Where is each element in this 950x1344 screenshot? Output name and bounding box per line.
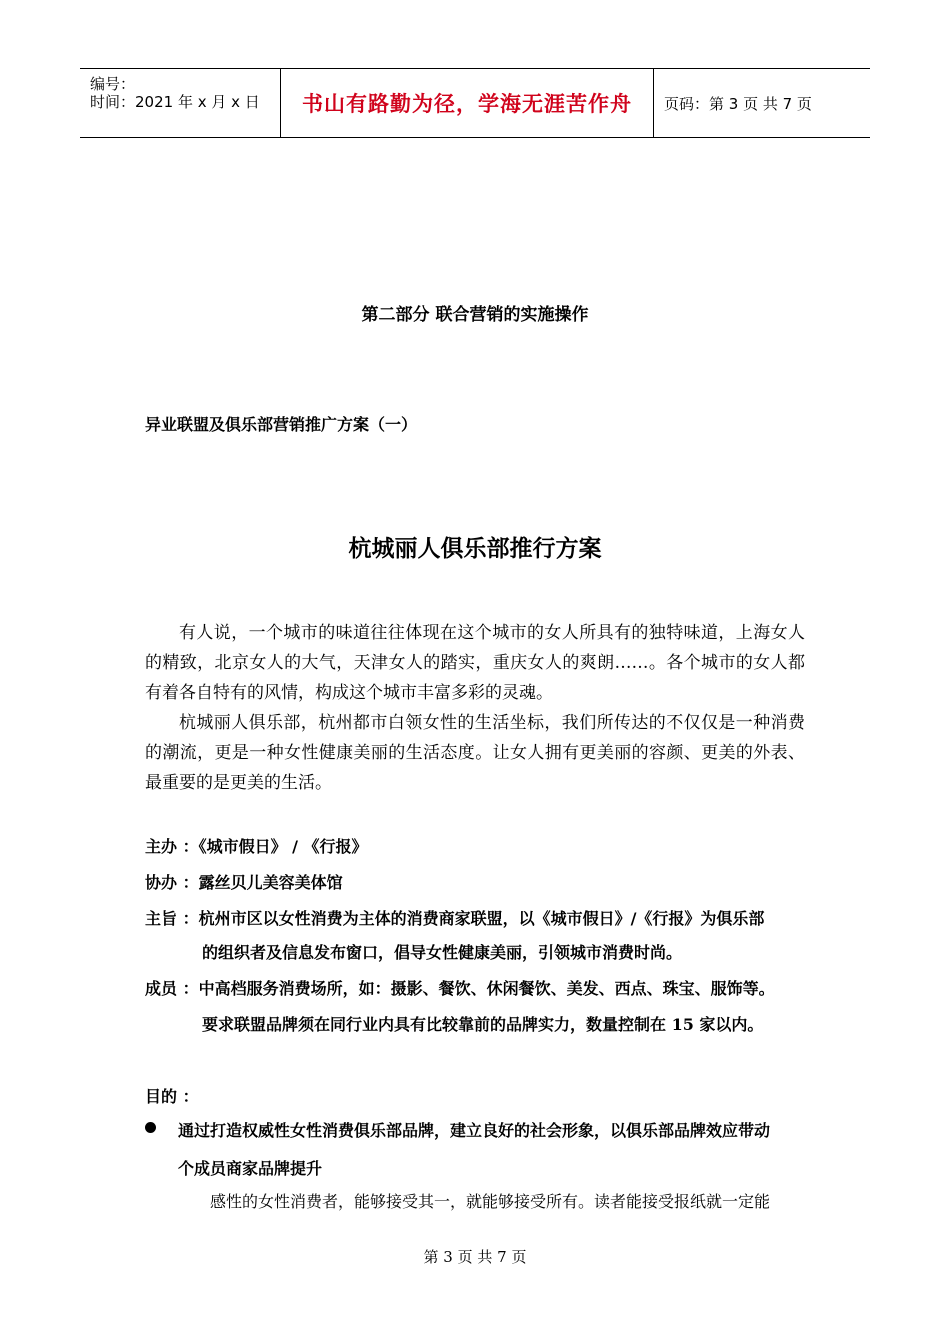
motto: 书山有路勤为径，学海无涯苦作舟	[302, 92, 632, 116]
main-title: 杭城丽人俱乐部推行方案	[348, 535, 602, 562]
purpose-line-2: 的组织者及信息发布窗口，倡导女性健康美丽，引领城市消费时尚。	[202, 943, 683, 962]
page-info: 页码：第 3 页 共 7 页	[664, 94, 812, 113]
purpose-line-1: 主旨 ：杭州市区以女性消费为主体的消费商家联盟，以《城市假日》/《行报》为俱乐部	[145, 909, 765, 928]
goals-heading: 目的 ：	[145, 1087, 199, 1106]
goal-bullet-1-line-2: 个成员商家品牌提升	[178, 1159, 323, 1178]
co-host-line: 协办 ：露丝贝儿美容美体馆	[145, 873, 343, 892]
intro-text	[145, 618, 805, 798]
goal-bullet-1-line-1: 通过打造权威性女性消费俱乐部品牌，建立良好的社会形象，以俱乐部品牌效应带动	[178, 1121, 771, 1140]
members-line-2: 要求联盟品牌须在同行业内具有比较靠前的品牌实力，数量控制在 15 家以内。	[202, 1015, 764, 1034]
intro-paragraph-1: 有人说，一个城市的味道往往体现在这个城市的女人所具有的独特味道，上海女人的精致，北京女人的大气，天津女人的踏实，重庆女人的爽朗……。各个城市的女人都有着各自特有的风情，构成这个城市丰富多彩的灵魂。	[145, 623, 805, 703]
section-subtitle: 异业联盟及俱乐部营销推广方案（一）	[145, 415, 418, 434]
members-line-1: 成员 ：中高档服务消费场所，如：摄影、餐饮、休闲餐饮、美发、西点、珠宝、服饰等。	[145, 979, 775, 998]
part-title: 第二部分 联合营销的实施操作	[361, 305, 589, 325]
bullet-icon	[145, 1122, 156, 1133]
intro-paragraph-2: 杭城丽人俱乐部，杭州都市白领女性的生活坐标，我们所传达的不仅仅是一种消费的潮流，更是一种女性健康美丽的生活态度。让女人拥有更美丽的容颜、更美的外表、最重要的是更美的生活。	[145, 713, 805, 793]
goal-note: 感性的女性消费者，能够接受其一，就能够接受所有。读者能接受报纸就一定能	[210, 1192, 771, 1211]
page-footer: 第 3 页 共 7 页	[423, 1248, 527, 1266]
header-motto-cell	[280, 69, 654, 137]
header-right-cell	[654, 69, 870, 137]
number-label: 编号：	[90, 75, 136, 93]
page-header	[80, 68, 870, 138]
header-left-cell	[80, 69, 280, 137]
host-line: 主办 ：《城市假日》 / 《行报》	[145, 837, 368, 856]
time-label: 时间：2021 年 x 月 x 日	[90, 93, 260, 111]
